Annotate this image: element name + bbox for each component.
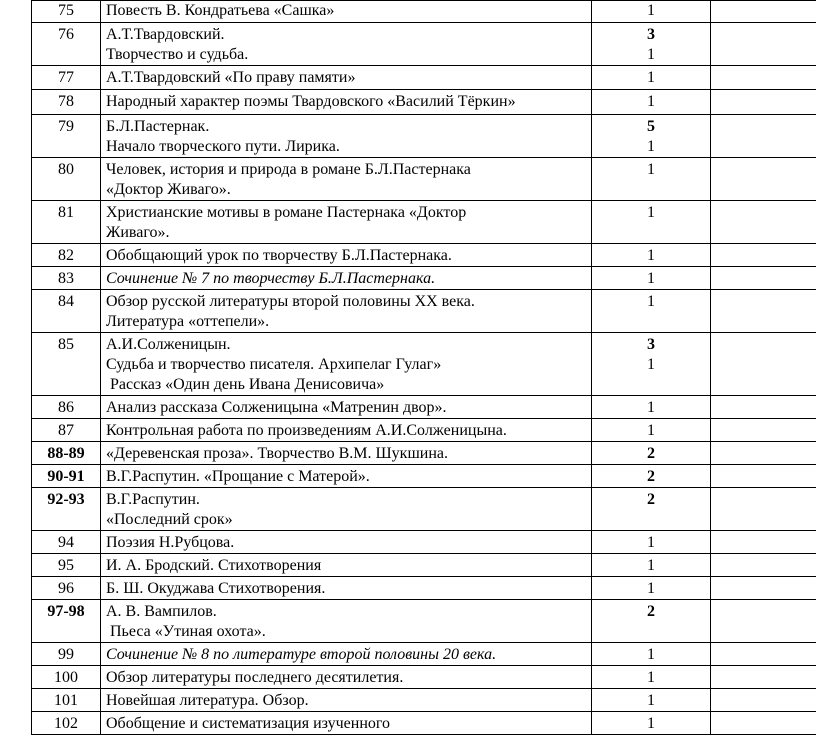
lesson-number: 102 — [32, 712, 101, 735]
lesson-topic — [101, 419, 592, 442]
table-row — [32, 689, 816, 712]
lesson-hours — [592, 689, 711, 712]
hours-value: 1 — [647, 356, 655, 373]
lesson-hours — [592, 158, 711, 201]
lesson-topic-line: А.Т.Твардовский «По праву памяти» — [106, 69, 356, 86]
lesson-hours — [592, 23, 711, 66]
lesson-hours — [592, 90, 711, 115]
lesson-number: 99 — [32, 643, 101, 666]
lesson-topic-line: Сочинение № 7 по творчеству Б.Л.Пастернака. — [106, 270, 436, 287]
lesson-topic — [101, 442, 592, 465]
lesson-topic-line: Анализ рассказа Солженицына «Матренин двор». — [106, 399, 447, 416]
empty-cell — [711, 419, 816, 442]
lesson-number: 88-89 — [32, 442, 101, 465]
table-row — [32, 531, 816, 554]
lesson-topic — [101, 1, 592, 23]
empty-cell — [711, 531, 816, 554]
lesson-hours — [592, 488, 711, 531]
empty-cell — [711, 577, 816, 600]
lesson-topic-line: Обобщающий урок по творчеству Б.Л.Пастернака. — [106, 247, 452, 264]
empty-cell — [711, 90, 816, 115]
hours-value: 1 — [647, 2, 655, 19]
lesson-topic — [101, 554, 592, 577]
hours-value: 1 — [647, 93, 655, 110]
table-row — [32, 23, 816, 66]
hours-value: 1 — [647, 646, 655, 663]
lesson-number: 84 — [32, 290, 101, 333]
table-row — [32, 333, 816, 396]
hours-value: 2 — [647, 603, 655, 620]
hours-value: 1 — [647, 247, 655, 264]
hours-value: 1 — [647, 46, 655, 63]
lesson-hours — [592, 290, 711, 333]
hours-value: 2 — [647, 468, 655, 485]
lesson-topic-line: В.Г.Распутин. «Прощание с Матерой». — [106, 468, 370, 485]
lesson-hours — [592, 666, 711, 689]
table-row — [32, 115, 816, 158]
lesson-hours — [592, 577, 711, 600]
lesson-number: 92-93 — [32, 488, 101, 531]
hours-value: 1 — [647, 715, 655, 732]
hours-value: 2 — [647, 491, 655, 508]
lesson-topic — [101, 666, 592, 689]
lesson-topic-line: «Доктор Живаго». — [106, 181, 231, 198]
lesson-topic-line: Пьеса «Утиная охота». — [106, 623, 266, 640]
lesson-hours — [592, 244, 711, 267]
lesson-topic — [101, 689, 592, 712]
table-row — [32, 600, 816, 643]
hours-value: 1 — [647, 69, 655, 86]
empty-cell — [711, 600, 816, 643]
lesson-topic-line: А.Т.Твардовский. — [106, 26, 225, 43]
empty-cell — [711, 158, 816, 201]
lesson-number: 86 — [32, 396, 101, 419]
lesson-topic — [101, 396, 592, 419]
empty-cell — [711, 643, 816, 666]
hours-value: 1 — [647, 580, 655, 597]
lesson-number: 95 — [32, 554, 101, 577]
lesson-number: 94 — [32, 531, 101, 554]
empty-cell — [711, 465, 816, 488]
empty-cell — [711, 244, 816, 267]
lesson-number: 79 — [32, 115, 101, 158]
hours-value: 1 — [647, 293, 655, 310]
lesson-hours — [592, 531, 711, 554]
lesson-number: 82 — [32, 244, 101, 267]
empty-cell — [711, 488, 816, 531]
hours-value: 1 — [647, 422, 655, 439]
lesson-topic-line: «Последний срок» — [106, 511, 233, 528]
lesson-topic — [101, 158, 592, 201]
lesson-hours — [592, 267, 711, 290]
lesson-number: 85 — [32, 333, 101, 396]
table-row — [32, 465, 816, 488]
lesson-number: 76 — [32, 23, 101, 66]
table-row — [32, 442, 816, 465]
lesson-topic-line: Судьба и творчество писателя. Архипелаг Гулаг» — [106, 356, 442, 373]
hours-value: 5 — [647, 118, 655, 135]
lesson-number: 75 — [32, 1, 101, 23]
hours-value: 1 — [647, 204, 655, 221]
empty-cell — [711, 23, 816, 66]
lesson-hours — [592, 643, 711, 666]
lesson-number: 87 — [32, 419, 101, 442]
hours-value: 1 — [647, 534, 655, 551]
table-row — [32, 396, 816, 419]
lesson-plan-table — [31, 0, 816, 735]
lesson-topic — [101, 643, 592, 666]
table-row — [32, 158, 816, 201]
lesson-number: 97-98 — [32, 600, 101, 643]
lesson-hours — [592, 419, 711, 442]
hours-value: 1 — [647, 557, 655, 574]
lesson-topic-line: «Деревенская проза». Творчество В.М. Шукшина. — [106, 445, 448, 462]
hours-value: 2 — [647, 445, 655, 462]
lesson-topic — [101, 23, 592, 66]
lesson-topic-line: Человек, история и природа в романе Б.Л.Пастернака — [106, 161, 471, 178]
lesson-topic-line: В.Г.Распутин. — [106, 491, 200, 508]
lesson-topic-line: Творчество и судьба. — [106, 46, 249, 63]
table-row — [32, 267, 816, 290]
hours-value: 3 — [647, 26, 655, 43]
table-row — [32, 643, 816, 666]
hours-value: 3 — [647, 336, 655, 353]
lesson-topic-line: Контрольная работа по произведениям А.И.Солженицына. — [106, 422, 507, 439]
lesson-topic-line: Начало творческого пути. Лирика. — [106, 138, 340, 155]
lesson-hours — [592, 66, 711, 90]
table-row — [32, 1, 816, 23]
lesson-hours — [592, 201, 711, 244]
table-row — [32, 90, 816, 115]
lesson-topic — [101, 600, 592, 643]
table-row — [32, 201, 816, 244]
table-row — [32, 66, 816, 90]
lesson-topic-line: Обзор литературы последнего десятилетия. — [106, 669, 404, 686]
lesson-hours — [592, 554, 711, 577]
empty-cell — [711, 689, 816, 712]
lesson-number: 81 — [32, 201, 101, 244]
empty-cell — [711, 115, 816, 158]
lesson-topic — [101, 267, 592, 290]
hours-value: 1 — [647, 692, 655, 709]
empty-cell — [711, 442, 816, 465]
lesson-topic-line: А. В. Вампилов. — [106, 603, 217, 620]
lesson-topic-line: Литература «оттепели». — [106, 313, 270, 330]
lesson-topic — [101, 531, 592, 554]
lesson-hours — [592, 115, 711, 158]
lesson-topic-line: Поэзия Н.Рубцова. — [106, 534, 235, 551]
table-row — [32, 488, 816, 531]
lesson-topic-line: Живаго». — [106, 224, 170, 241]
lesson-number: 80 — [32, 158, 101, 201]
lesson-topic-line: И. А. Бродский. Стихотворения — [106, 557, 322, 574]
lesson-topic-line: Христианские мотивы в романе Пастернака «Доктор — [106, 204, 467, 221]
lesson-hours — [592, 712, 711, 735]
hours-value: 1 — [647, 669, 655, 686]
table-row — [32, 712, 816, 735]
lesson-topic — [101, 244, 592, 267]
lesson-topic — [101, 115, 592, 158]
empty-cell — [711, 666, 816, 689]
lesson-number: 78 — [32, 90, 101, 115]
lesson-number: 77 — [32, 66, 101, 90]
empty-cell — [711, 267, 816, 290]
lesson-topic-line: Б.Л.Пастернак. — [106, 118, 210, 135]
lesson-hours — [592, 1, 711, 23]
hours-value: 1 — [647, 138, 655, 155]
empty-cell — [711, 201, 816, 244]
lesson-hours — [592, 465, 711, 488]
lesson-topic-line: Рассказ «Один день Ивана Денисовича» — [106, 376, 385, 393]
lesson-topic — [101, 488, 592, 531]
lesson-topic — [101, 333, 592, 396]
empty-cell — [711, 554, 816, 577]
lesson-hours — [592, 600, 711, 643]
empty-cell — [711, 333, 816, 396]
lesson-topic — [101, 66, 592, 90]
lesson-topic — [101, 290, 592, 333]
lesson-topic-line: Обобщение и систематизация изученного — [106, 715, 391, 732]
lesson-number: 101 — [32, 689, 101, 712]
lesson-topic-line: Народный характер поэмы Твардовского «Василий Тёркин» — [106, 93, 516, 110]
lesson-topic-line: Обзор русской литературы второй половины XX века. — [106, 293, 475, 310]
hours-value: 1 — [647, 270, 655, 287]
lesson-number: 100 — [32, 666, 101, 689]
lesson-topic — [101, 465, 592, 488]
lesson-hours — [592, 333, 711, 396]
lesson-number: 83 — [32, 267, 101, 290]
hours-value: 1 — [647, 161, 655, 178]
lesson-topic — [101, 577, 592, 600]
lesson-topic — [101, 201, 592, 244]
table-row — [32, 244, 816, 267]
lesson-topic-line: Сочинение № 8 по литературе второй половины 20 века. — [106, 646, 497, 663]
lesson-topic-line: А.И.Солженицын. — [106, 336, 231, 353]
table-row — [32, 419, 816, 442]
table-row — [32, 554, 816, 577]
lesson-hours — [592, 442, 711, 465]
empty-cell — [711, 290, 816, 333]
lesson-topic — [101, 90, 592, 115]
lesson-number: 96 — [32, 577, 101, 600]
empty-cell — [711, 712, 816, 735]
lesson-hours — [592, 396, 711, 419]
empty-cell — [711, 66, 816, 90]
table-row — [32, 666, 816, 689]
lesson-topic-line: Б. Ш. Окуджава Стихотворения. — [106, 580, 326, 597]
lesson-topic-line: Новейшая литература. Обзор. — [106, 692, 309, 709]
table-row — [32, 577, 816, 600]
empty-cell — [711, 1, 816, 23]
lesson-number: 90-91 — [32, 465, 101, 488]
lesson-plan-body — [32, 1, 816, 735]
empty-cell — [711, 396, 816, 419]
lesson-topic — [101, 712, 592, 735]
lesson-topic-line: Повесть В. Кондратьева «Сашка» — [106, 2, 335, 19]
hours-value: 1 — [647, 399, 655, 416]
table-row — [32, 290, 816, 333]
